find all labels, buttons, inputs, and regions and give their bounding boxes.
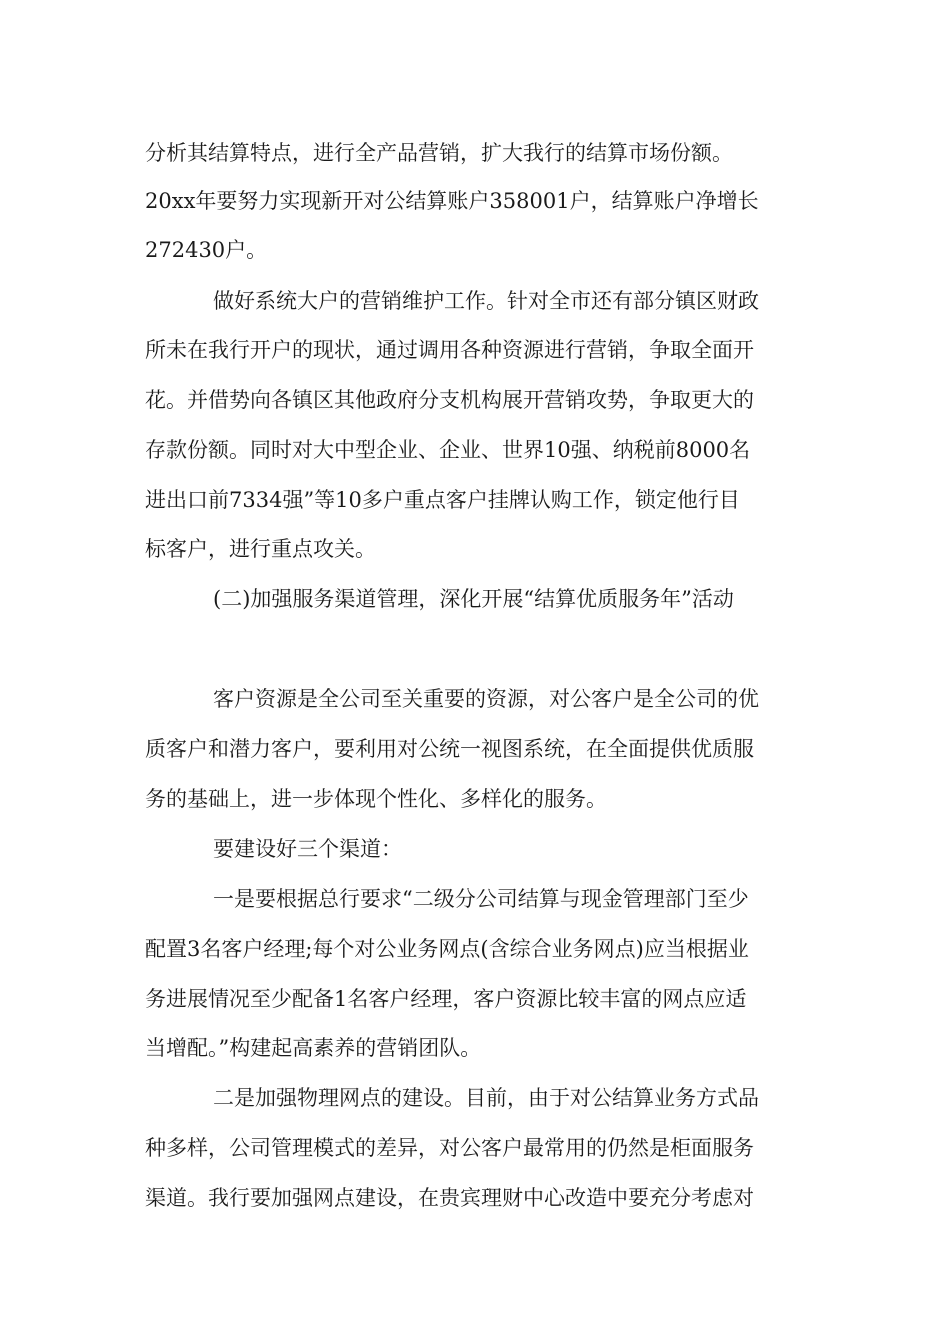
paragraph-start-line: 做好系统大户的营销维护工作。针对全市还有部分镇区财政 [213,289,759,313]
text-line: 存款份额。同时对大中型企业、企业、世界10强、纳税前8000名 [145,438,751,462]
paragraph-start-line: 要建设好三个渠道： [213,837,402,861]
text-line: 务进展情况至少配备1名客户经理，客户资源比较丰富的网点应适 [145,987,747,1011]
paragraph-start-line: 二是加强物理网点的建设。目前，由于对公结算业务方式品 [213,1086,759,1110]
text-line: 272430户。 [145,238,268,262]
text-line: 渠道。我行要加强网点建设，在贵宾理财中心改造中要充分考虑对 [145,1186,754,1210]
paragraph-start-line: 客户资源是全公司至关重要的资源，对公客户是全公司的优 [213,687,759,711]
text-line: 20xx年要努力实现新开对公结算账户358001户，结算账户净增长 [145,189,759,213]
text-line: 务的基础上，进一步体现个性化、多样化的服务。 [145,787,607,811]
text-line: 质客户和潜力客户，要利用对公统一视图系统，在全面提供优质服 [145,737,754,761]
text-line: 种多样，公司管理模式的差异，对公客户最常用的仍然是柜面服务 [145,1136,754,1160]
text-line: 分析其结算特点，进行全产品营销，扩大我行的结算市场份额。 [145,141,733,165]
text-line: 标客户，进行重点攻关。 [145,537,376,561]
text-line: 花。并借势向各镇区其他政府分支机构展开营销攻势，争取更大的 [145,388,754,412]
text-line: 当增配。”构建起高素养的营销团队。 [145,1036,482,1060]
text-line: 进出口前7334强”等10多户重点客户挂牌认购工作，锁定他行目 [145,488,740,512]
section-heading: (二)加强服务渠道管理，深化开展“结算优质服务年”活动 [213,587,734,611]
text-line: 配置3名客户经理;每个对公业务网点(含综合业务网点)应当根据业 [145,937,749,961]
paragraph-start-line: 一是要根据总行要求“二级分公司结算与现金管理部门至少 [213,887,749,911]
text-line: 所未在我行开户的现状，通过调用各种资源进行营销，争取全面开 [145,338,754,362]
